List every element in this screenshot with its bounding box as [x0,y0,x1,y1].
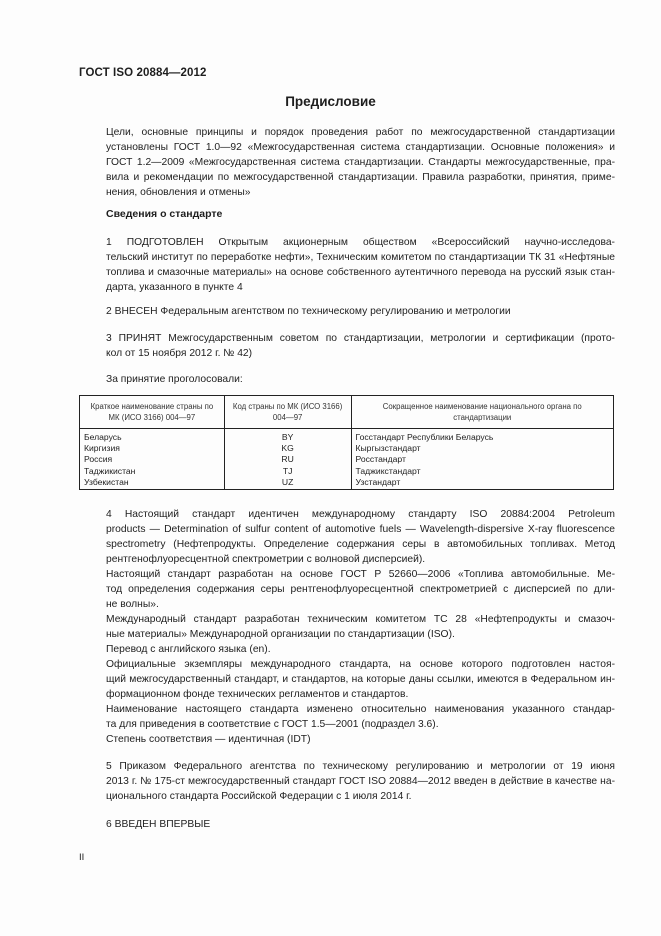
table-cell-code: TJ [224,466,351,477]
document-code-header: ГОСТ ISO 20884—2012 [79,67,207,79]
item-2-paragraph [80,304,615,319]
item-4-basis-paragraph [80,567,615,612]
table-cell-code: BY [224,429,351,444]
item-4-degree-line: Степень соответствия — идентичная (IDT) [106,734,311,745]
table-cell-code: KG [224,443,351,454]
intro-line: ГОСТ 1.2—2009 «Межгосударственная система стандартизации. Стандарты межгосударственные, пра- [106,157,615,168]
item-4-basis-line: не волны». [106,599,159,610]
item-4-committee-paragraph [80,612,615,642]
table-header-body: Сокращенное наименование национального органа по стандартизации [351,396,614,429]
intro-line: вила и рекомендации по межгосударственной стандартизации. Правила разработки, принятия, приме- [106,172,615,183]
item-6-paragraph [80,817,615,832]
item-1-line: 1 ПОДГОТОВЛЕН Открытым акционерным обществом «Всероссийский научно-исследова- [106,237,615,248]
item-4-degree-paragraph [80,732,615,747]
item-4-basis-line: тод определения содержания серы рентгенофлуоресцентной спектрометрией с дисперсией по дли- [106,584,615,595]
table-row [80,466,614,477]
info-heading: Сведения о стандарте [106,208,223,220]
table-row [80,477,614,490]
item-4-line: 4 Настоящий стандарт идентичен международному стандарту ISO 20884:2004 Petroleum [106,509,615,520]
table-cell-body: Кыргызстандарт [351,443,614,454]
item-4-copies-paragraph [80,657,615,702]
item-4-basis-line: Настоящий стандарт разработан на основе ГОСТ Р 52660—2006 «Топлива автомобильные. Ме- [106,569,615,580]
item-4-committee-line: Международный стандарт разработан техническим комитетом ТС 28 «Нефтепродукты и смазоч- [106,614,615,625]
table-cell-body: Росстандарт [351,454,614,465]
table-row [80,443,614,454]
item-4-line: spectrometry (Нефтепродукты. Определение содержания серы в автомобильных топливах. Метод [106,539,615,550]
intro-paragraph [80,125,615,200]
item-5-line: 2013 г. № 175-ст межгосударственный стандарт ГОСТ ISO 20884—2012 введен в действие в качестве на- [106,776,615,787]
table-cell-body: Госстандарт Республики Беларусь [351,429,614,444]
item-5-line: 5 Приказом Федерального агентства по техническому регулированию и метрологии от 19 июня [106,761,615,772]
item-4-copies-line: щий межгосударственный стандарт, и стандартов, на которые даны ссылки, имеются в Федеральном ин- [106,674,615,685]
item-2-line: 2 ВНЕСЕН Федеральным агентством по техническому регулированию и метрологии [106,306,511,317]
item-4-name-paragraph [80,702,615,732]
table-header-country: Краткое наименование страны по МК (ИСО 3166) 004—97 [80,396,225,429]
intro-line: Цели, основные принципы и порядок проведения работ по межгосударственной стандартизации [106,127,615,138]
item-4-line: рентгенофлуоресцентной спектрометрии с волновой дисперсией). [106,554,426,565]
intro-line: нения, обновления и отмены» [106,187,251,198]
table-row [80,454,614,465]
table-cell-country: Таджикистан [80,466,225,477]
table-header-row [80,396,614,429]
item-4-name-line: та для приведения в соответствие с ГОСТ 1.5—2001 (подраздел 3.6). [106,719,439,730]
item-4-translation-paragraph [80,642,615,657]
table-cell-code: RU [224,454,351,465]
item-4-paragraph [80,507,615,567]
item-3-line: кол от 15 ноября 2012 г. № 42) [106,348,253,359]
table-row [80,429,614,444]
table-cell-country: Киргизия [80,443,225,454]
item-1-line: топлива и смазочные материалы» на основе собственного аутентичного перевода на русский язык стан- [106,267,615,278]
item-1-line: тельский институт по переработке нефти», Техническим комитетом по стандартизации ТК 31 «Нефтяные [106,252,615,263]
voting-table [79,395,614,490]
table-cell-body: Узстандарт [351,477,614,490]
item-1-paragraph [80,235,615,295]
item-3-paragraph [80,331,615,361]
item-5-paragraph [80,759,615,804]
table-header-code: Код страны по МК (ИСО 3166) 004—97 [224,396,351,429]
item-4-copies-line: формационном фонде технических регламентов и стандартов. [106,689,409,700]
item-4-committee-line: ные материалы» Международной организации по стандартизации (ISO). [106,629,455,640]
item-4-line: products — Determination of sulfur content of automotive fuels — Wavelength-dispersive X-ray fluorescence [106,524,615,535]
voted-label: За принятие проголосовали: [106,374,243,385]
item-6-line: 6 ВВЕДЕН ВПЕРВЫЕ [106,819,211,830]
table-cell-country: Беларусь [80,429,225,444]
table-cell-body: Таджикстандарт [351,466,614,477]
table-cell-country: Россия [80,454,225,465]
item-1-line: дарта, указанного в пункте 4 [106,282,243,293]
table-cell-code: UZ [224,477,351,490]
item-4-name-line: Наименование настоящего стандарта изменено относительно наименования указанного стандар- [106,704,615,715]
page-number: II [79,852,85,863]
item-4-copies-line: Официальные экземпляры международного стандарта, на основе которого подготовлен настоя- [106,659,615,670]
table-cell-country: Узбекистан [80,477,225,490]
item-5-line: ционального стандарта Российской Федерации с 1 июля 2014 г. [106,791,412,802]
item-4-translation-line: Перевод с английского языка (en). [106,644,271,655]
page-title: Предисловие [285,94,376,109]
intro-line: установлены ГОСТ 1.0—92 «Межгосударственная система стандартизации. Основные положения» и [106,142,615,153]
item-3-line: 3 ПРИНЯТ Межгосударственным советом по стандартизации, метрологии и сертификации (прото- [106,333,615,344]
